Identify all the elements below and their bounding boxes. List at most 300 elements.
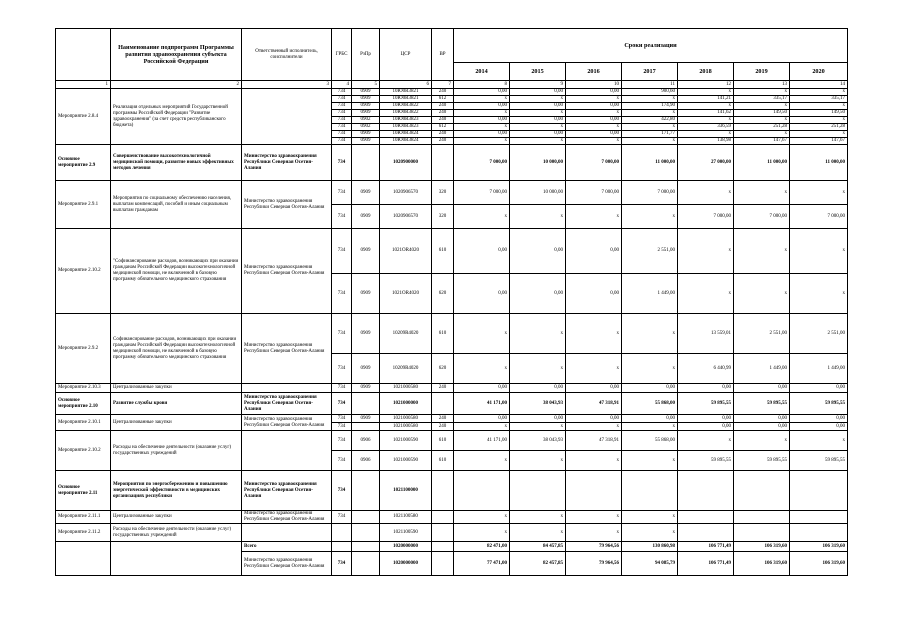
amount-cell: 335,17: [734, 96, 790, 103]
amount-cell: 171,77: [622, 131, 678, 138]
budget-table-sheet: [55, 28, 847, 576]
amount-cell: x: [678, 103, 734, 110]
amount-cell: 84 457,85: [510, 542, 566, 552]
code-cell: [432, 524, 454, 542]
amount-cell: 0,00: [678, 423, 734, 431]
row-name: Развитие службы крови: [111, 393, 242, 415]
column-index-cell: 8: [454, 81, 510, 89]
amount-cell: 0,00: [790, 384, 848, 393]
amount-cell: 94 085,79: [622, 552, 678, 576]
amount-cell: 41 171,00: [454, 431, 510, 451]
amount-cell: x: [734, 229, 790, 274]
code-cell: 1021000580: [380, 415, 432, 423]
code-cell: 10Ю0R3821: [380, 96, 432, 103]
code-cell: 320: [432, 181, 454, 205]
amount-cell: 0,00: [510, 384, 566, 393]
amount-cell: 0,00: [566, 415, 622, 423]
code-cell: 734: [332, 205, 352, 229]
header-year: 2016: [566, 63, 622, 81]
amount-cell: 106 771,49: [678, 542, 734, 552]
amount-cell: 422,80: [622, 117, 678, 124]
header-rzpr: РзПр: [352, 29, 380, 81]
amount-cell: 27 000,00: [678, 145, 734, 181]
code-cell: 734: [332, 415, 352, 423]
amount-cell: 59 895,55: [734, 393, 790, 415]
amount-cell: x: [678, 181, 734, 205]
code-cell: 1021000000: [380, 393, 432, 415]
code-cell: 0909: [352, 138, 380, 145]
amount-cell: 147,67: [790, 138, 848, 145]
row-executor: Министерство здравоохранения Республики Северная Осетия-Алания: [242, 314, 332, 384]
code-cell: 734: [332, 229, 352, 274]
amount-cell: 0,00: [510, 274, 566, 314]
amount-cell: 0,00: [510, 117, 566, 124]
table-row: [56, 393, 848, 415]
code-cell: 1021ОR4020: [380, 274, 432, 314]
amount-cell: x: [566, 511, 622, 524]
amount-cell: 59 895,55: [678, 451, 734, 471]
row-executor: Министерство здравоохранения Республики Северная Осетия-Алания: [242, 145, 332, 181]
amount-cell: 0,00: [454, 415, 510, 423]
code-cell: 610: [432, 229, 454, 274]
amount-cell: x: [790, 131, 848, 138]
amount-cell: 0,00: [566, 274, 622, 314]
amount-cell: 106 319,60: [734, 542, 790, 552]
amount-cell: 7 000,00: [566, 181, 622, 205]
code-cell: 734: [332, 96, 352, 103]
amount-cell: x: [790, 274, 848, 314]
header-grbs: ГРБС: [332, 29, 352, 81]
code-cell: 0909: [352, 229, 380, 274]
amount-cell: x: [566, 124, 622, 131]
code-cell: 0909: [352, 314, 380, 354]
amount-cell: 138,98: [678, 138, 734, 145]
table-row: [56, 524, 848, 542]
column-index-cell: 9: [510, 81, 566, 89]
code-cell: 1021000580: [380, 423, 432, 431]
amount-cell: 0,00: [510, 89, 566, 96]
code-cell: 240: [432, 415, 454, 423]
amount-cell: [566, 471, 622, 511]
row-label: Мероприятие 2.9.2: [56, 314, 111, 384]
code-cell: [432, 511, 454, 524]
amount-cell: 11 000,00: [790, 145, 848, 181]
header-year: 2020: [790, 63, 848, 81]
amount-cell: 11 000,00: [622, 145, 678, 181]
code-cell: [432, 393, 454, 415]
column-index-cell: 11: [622, 81, 678, 89]
amount-cell: x: [566, 96, 622, 103]
table-row: [56, 384, 848, 393]
code-cell: 10Ю0R3824: [380, 138, 432, 145]
code-cell: 10Ю0R3823: [380, 117, 432, 124]
amount-cell: x: [510, 110, 566, 117]
amount-cell: 0,00: [566, 89, 622, 96]
amount-cell: 55 868,00: [622, 431, 678, 451]
amount-cell: x: [454, 314, 510, 354]
code-cell: 734: [332, 131, 352, 138]
row-label: Мероприятие 2.10.1: [56, 415, 111, 431]
code-cell: 240: [432, 89, 454, 96]
amount-cell: 47 318,91: [566, 431, 622, 451]
code-cell: 10209R4020: [380, 314, 432, 354]
amount-cell: 41 171,00: [454, 393, 510, 415]
code-cell: 0909: [352, 205, 380, 229]
amount-cell: 47 318,91: [566, 393, 622, 415]
code-cell: 240: [432, 117, 454, 124]
amount-cell: x: [622, 96, 678, 103]
code-cell: 734: [332, 393, 352, 415]
code-cell: 734: [332, 314, 352, 354]
row-executor: [242, 431, 332, 471]
row-name: "Софинансирование расходов, возникающих при оказании гражданам Российской Федерации высокотехнологичной медицинской помощи, не включенной в базовую программу обязательного медицинского страхования: [111, 229, 242, 314]
row-name: [111, 542, 242, 576]
code-cell: 1020906570: [380, 205, 432, 229]
amount-cell: 0,00: [454, 131, 510, 138]
amount-cell: [734, 511, 790, 524]
amount-cell: [678, 524, 734, 542]
code-cell: 240: [432, 138, 454, 145]
amount-cell: x: [790, 117, 848, 124]
table-row: [56, 314, 848, 354]
code-cell: 0909: [352, 131, 380, 138]
amount-cell: x: [734, 181, 790, 205]
code-cell: 1020000000: [380, 542, 432, 552]
code-cell: 1021000590: [380, 431, 432, 451]
amount-cell: x: [454, 354, 510, 384]
code-cell: [352, 542, 380, 552]
row-label: Мероприятие 2.10.3: [56, 384, 111, 393]
code-cell: 0909: [352, 110, 380, 117]
code-cell: 734: [332, 384, 352, 393]
code-cell: 0909: [352, 89, 380, 96]
row-executor: Министерство здравоохранения Республики Северная Осетия-Алания: [242, 471, 332, 511]
header-year: 2017: [622, 63, 678, 81]
column-index-cell: 10: [566, 81, 622, 89]
code-cell: 0909: [352, 181, 380, 205]
amount-cell: x: [734, 274, 790, 314]
row-executor: [242, 384, 332, 393]
amount-cell: [678, 471, 734, 511]
amount-cell: x: [678, 89, 734, 96]
code-cell: 734: [332, 110, 352, 117]
row-name: Централизованные закупки: [111, 511, 242, 524]
amount-cell: x: [622, 110, 678, 117]
header-year: 2019: [734, 63, 790, 81]
amount-cell: [734, 524, 790, 542]
code-cell: 1021100000: [380, 471, 432, 511]
row-name: Софинансирование расходов, возникающих при оказании гражданам Российской Федерации высокотехнологичной медицинской помощи, не включенной в базовую программу обязательного медицинского страхования: [111, 314, 242, 384]
code-cell: 0909: [352, 103, 380, 110]
row-name: Реализация отдельных мероприятий Государственной программы Российской Федерации "Развитие здравоохранения" (за счет средств республиканского бюджета): [111, 89, 242, 145]
amount-cell: 0,00: [622, 384, 678, 393]
amount-cell: x: [454, 205, 510, 229]
code-cell: [352, 393, 380, 415]
column-index-cell: 6: [380, 81, 432, 89]
amount-cell: 106 319,60: [734, 552, 790, 576]
amount-cell: x: [734, 131, 790, 138]
amount-cell: x: [622, 138, 678, 145]
amount-cell: x: [622, 423, 678, 431]
amount-cell: 147,67: [734, 138, 790, 145]
column-index-cell: 1: [56, 81, 111, 89]
row-executor: Министерство здравоохранения Республики Северная Осетия-Алания: [242, 511, 332, 524]
amount-cell: x: [622, 124, 678, 131]
amount-cell: [790, 471, 848, 511]
amount-cell: x: [510, 205, 566, 229]
row-name: Совершенствование высокотехнологичной медицинской помощи, развитие новых эффективных методов лечения: [111, 145, 242, 181]
table-row: [56, 431, 848, 451]
amount-cell: 59 895,55: [734, 451, 790, 471]
row-name: Расходы на обеспечение деятельности (оказание услуг) государственных учреждений: [111, 524, 242, 542]
amount-cell: x: [510, 96, 566, 103]
code-cell: 734: [332, 354, 352, 384]
code-cell: 10Ю0R3824: [380, 131, 432, 138]
code-cell: 1021ОR4020: [380, 229, 432, 274]
amount-cell: 7 000,00: [454, 145, 510, 181]
amount-cell: x: [454, 110, 510, 117]
amount-cell: 0,00: [510, 229, 566, 274]
amount-cell: 7 000,00: [678, 205, 734, 229]
column-index-cell: 2: [111, 81, 242, 89]
amount-cell: x: [510, 511, 566, 524]
amount-cell: 0,00: [566, 117, 622, 124]
row-executor: Министерство здравоохранения Республики Северная Осетия-Алания: [242, 181, 332, 229]
amount-cell: 0,00: [454, 229, 510, 274]
code-cell: 734: [332, 471, 352, 511]
amount-cell: 0,00: [566, 131, 622, 138]
code-cell: 620: [432, 354, 454, 384]
amount-cell: 38 043,93: [510, 431, 566, 451]
amount-cell: 0,00: [734, 384, 790, 393]
table-row: [56, 415, 848, 423]
amount-cell: 174,90: [622, 103, 678, 110]
column-index-cell: 12: [678, 81, 734, 89]
amount-cell: 0,00: [454, 89, 510, 96]
amount-cell: 0,00: [454, 117, 510, 124]
amount-cell: x: [566, 138, 622, 145]
amount-cell: x: [510, 354, 566, 384]
row-label: Мероприятие 2.11.1: [56, 511, 111, 524]
amount-cell: 59 895,55: [790, 393, 848, 415]
code-cell: 10Ю0R3822: [380, 110, 432, 117]
amount-cell: 6 440,99: [678, 354, 734, 384]
code-cell: 240: [432, 110, 454, 117]
amount-cell: 0,00: [734, 415, 790, 423]
amount-cell: x: [678, 431, 734, 451]
amount-cell: 79 964,56: [566, 552, 622, 576]
code-cell: [432, 552, 454, 576]
amount-cell: 10 000,00: [510, 181, 566, 205]
code-cell: 0909: [352, 274, 380, 314]
code-cell: 1021100590: [380, 524, 432, 542]
amount-cell: 7 000,00: [566, 145, 622, 181]
amount-cell: [678, 511, 734, 524]
code-cell: 734: [332, 451, 352, 471]
amount-cell: x: [510, 524, 566, 542]
amount-cell: 106 771,49: [678, 552, 734, 576]
row-label: Основное мероприятие 2.10: [56, 393, 111, 415]
table-row: [56, 471, 848, 511]
row-executor: Министерство здравоохранения Республики Северная Осетия-Алания: [242, 415, 332, 431]
amount-cell: x: [510, 423, 566, 431]
code-cell: 610: [432, 451, 454, 471]
amount-cell: x: [734, 89, 790, 96]
amount-cell: 77 471,00: [454, 552, 510, 576]
row-executor: Министерство здравоохранения Республики Северная Осетия-Алания: [242, 393, 332, 415]
amount-cell: 79 964,56: [566, 542, 622, 552]
amount-cell: 59 895,55: [790, 451, 848, 471]
amount-cell: 0,00: [454, 103, 510, 110]
amount-cell: 2 551,00: [734, 314, 790, 354]
row-name: Централизованные закупки: [111, 384, 242, 393]
amount-cell: 2 551,00: [790, 314, 848, 354]
amount-cell: x: [734, 431, 790, 451]
code-cell: [332, 524, 352, 542]
amount-cell: 0,00: [510, 131, 566, 138]
total-row: [56, 542, 848, 552]
amount-cell: x: [454, 511, 510, 524]
amount-cell: 0,00: [790, 423, 848, 431]
code-cell: 0902: [352, 124, 380, 131]
code-cell: 240: [432, 131, 454, 138]
row-executor: [242, 524, 332, 542]
code-cell: [352, 511, 380, 524]
code-cell: [352, 423, 380, 431]
amount-cell: [734, 471, 790, 511]
row-name: Мероприятия по социальному обеспечению населения, выплатам компенсаций, пособий и иным социальным выплатам гражданам: [111, 181, 242, 229]
amount-cell: x: [454, 451, 510, 471]
amount-cell: 0,00: [790, 415, 848, 423]
amount-cell: x: [454, 423, 510, 431]
code-cell: 10Ю0R3823: [380, 124, 432, 131]
code-cell: 1021100580: [380, 511, 432, 524]
row-name: Централизованные закупки: [111, 415, 242, 431]
code-cell: 10Ю0R3821: [380, 89, 432, 96]
code-cell: 0906: [352, 451, 380, 471]
code-cell: 0909: [352, 96, 380, 103]
amount-cell: x: [790, 229, 848, 274]
amount-cell: [622, 471, 678, 511]
row-label: Мероприятие 2.8.4: [56, 89, 111, 145]
amount-cell: 2 551,00: [622, 229, 678, 274]
code-cell: 0909: [352, 384, 380, 393]
row-label: Основное мероприятие 2.11: [56, 471, 111, 511]
code-cell: 734: [332, 181, 352, 205]
amount-cell: x: [454, 96, 510, 103]
amount-cell: x: [510, 451, 566, 471]
amount-cell: 335,17: [790, 96, 848, 103]
code-cell: [432, 471, 454, 511]
header-blank-cell: [56, 29, 111, 81]
header-executor: Ответственный исполнитель, соисполнители: [242, 29, 332, 81]
amount-cell: 149,50: [790, 110, 848, 117]
amount-cell: 1 449,00: [622, 274, 678, 314]
code-cell: 734: [332, 117, 352, 124]
code-cell: [352, 471, 380, 511]
amount-cell: x: [566, 205, 622, 229]
amount-cell: x: [454, 138, 510, 145]
budget-table: [55, 28, 848, 576]
amount-cell: x: [622, 205, 678, 229]
amount-cell: 7 000,00: [734, 205, 790, 229]
row-label: Мероприятие 2.10.2: [56, 229, 111, 314]
amount-cell: x: [566, 110, 622, 117]
amount-cell: x: [566, 423, 622, 431]
code-cell: 734: [332, 511, 352, 524]
amount-cell: x: [734, 103, 790, 110]
amount-cell: 106 319,60: [790, 542, 848, 552]
amount-cell: 0,00: [678, 415, 734, 423]
column-index-cell: 3: [242, 81, 332, 89]
code-cell: 734: [332, 89, 352, 96]
amount-cell: 59 895,55: [678, 393, 734, 415]
amount-cell: [790, 511, 848, 524]
amount-cell: x: [790, 103, 848, 110]
amount-cell: x: [566, 354, 622, 384]
code-cell: 0906: [352, 431, 380, 451]
code-cell: 320: [432, 205, 454, 229]
amount-cell: 0,00: [454, 384, 510, 393]
code-cell: 10Ю0R3822: [380, 103, 432, 110]
amount-cell: 55 868,00: [622, 393, 678, 415]
amount-cell: x: [510, 138, 566, 145]
code-cell: 1020900000: [380, 145, 432, 181]
table-row: [56, 145, 848, 181]
amount-cell: 130 860,98: [622, 542, 678, 552]
code-cell: 734: [332, 423, 352, 431]
amount-cell: x: [678, 117, 734, 124]
amount-cell: 10 000,00: [510, 145, 566, 181]
code-cell: 0909: [352, 354, 380, 384]
amount-cell: x: [790, 89, 848, 96]
amount-cell: x: [566, 314, 622, 354]
code-cell: 734: [332, 274, 352, 314]
code-cell: 734: [332, 145, 352, 181]
amount-cell: 1 449,00: [734, 354, 790, 384]
amount-cell: [510, 471, 566, 511]
code-cell: 612: [432, 96, 454, 103]
amount-cell: 7 000,00: [454, 181, 510, 205]
row-name: Мероприятия по энергосбережению и повышению энергетической эффективности в медицинских организациях республики: [111, 471, 242, 511]
amount-cell: 0,00: [510, 415, 566, 423]
code-cell: 240: [432, 384, 454, 393]
code-cell: [352, 524, 380, 542]
header-year: 2015: [510, 63, 566, 81]
amount-cell: 141,21: [678, 96, 734, 103]
amount-cell: x: [622, 511, 678, 524]
amount-cell: x: [622, 524, 678, 542]
amount-cell: 149,50: [734, 110, 790, 117]
amount-cell: x: [454, 124, 510, 131]
amount-cell: x: [566, 524, 622, 542]
code-cell: 1021000590: [380, 451, 432, 471]
row-executor: Министерство здравоохранения Республики Северная Осетия-Алания: [242, 552, 332, 576]
amount-cell: 0,00: [622, 415, 678, 423]
amount-cell: 251,28: [734, 124, 790, 131]
row-label: [56, 542, 111, 576]
code-cell: 734: [332, 138, 352, 145]
code-cell: [432, 542, 454, 552]
amount-cell: [790, 524, 848, 542]
amount-cell: 38 043,93: [510, 393, 566, 415]
code-cell: [352, 552, 380, 576]
amount-cell: 0,00: [566, 229, 622, 274]
row-label: Мероприятие 2.10.2: [56, 431, 111, 471]
amount-cell: x: [790, 431, 848, 451]
row-label: Мероприятие 2.9.1: [56, 181, 111, 229]
amount-cell: x: [734, 117, 790, 124]
